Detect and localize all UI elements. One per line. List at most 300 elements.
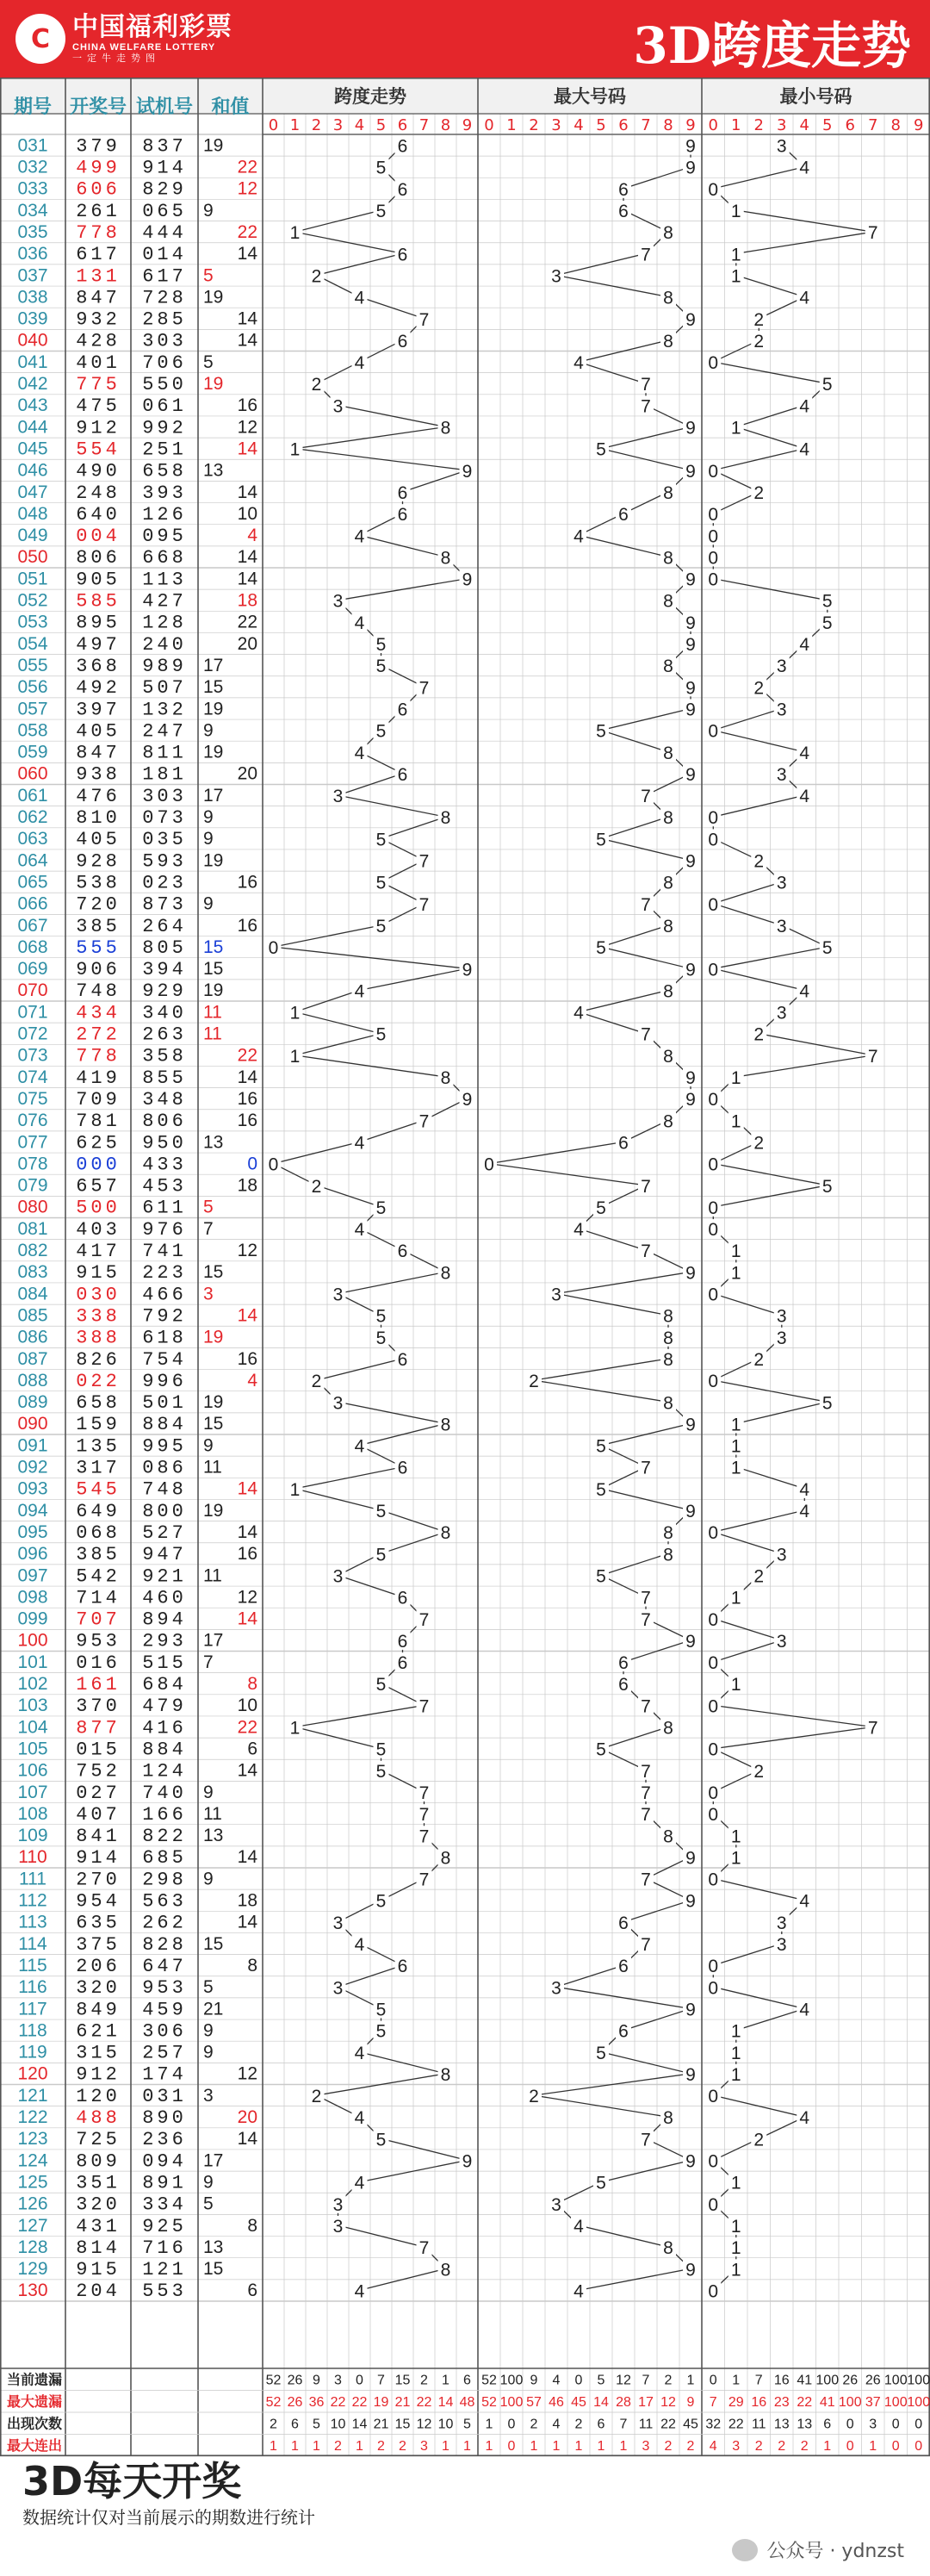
span-marker: 4 <box>354 526 365 547</box>
max-digit-marker: 8 <box>663 1523 673 1544</box>
span-marker: 7 <box>418 1870 430 1890</box>
stat-value: 13 <box>773 2417 790 2432</box>
period-number: 044 <box>17 417 48 438</box>
stat-value: 1 <box>442 2373 450 2388</box>
stat-value: 45 <box>571 2394 586 2410</box>
max-digit-marker: 9 <box>685 960 696 980</box>
period-number: 068 <box>17 936 48 957</box>
test-number: 113 <box>142 569 187 591</box>
min-digit-marker: 0 <box>708 2281 719 2302</box>
digit-header: 9 <box>914 116 924 134</box>
max-digit-marker: 5 <box>596 1566 606 1587</box>
test-number: 947 <box>142 1544 187 1566</box>
max-digit-marker: 7 <box>641 1241 651 1262</box>
draw-number: 476 <box>76 785 121 807</box>
min-digit-marker: 4 <box>799 2108 810 2129</box>
test-number: 285 <box>142 308 187 331</box>
period-number: 104 <box>17 1717 48 1738</box>
digit-header: 7 <box>868 116 878 134</box>
stat-value: 0 <box>846 2438 854 2454</box>
max-digit-marker: 3 <box>551 266 561 287</box>
min-digit-marker: 0 <box>708 1739 719 1760</box>
max-digit-marker: 8 <box>663 482 673 503</box>
min-digit-marker: 2 <box>753 1133 765 1154</box>
stat-value: 1 <box>291 2438 299 2454</box>
period-number: 064 <box>17 850 48 871</box>
min-digit-marker: 0 <box>708 721 719 742</box>
period-number: 099 <box>17 1608 48 1629</box>
period-number: 054 <box>17 633 48 654</box>
max-digit-marker: 9 <box>685 418 696 439</box>
sum-value: 14 <box>237 1608 257 1629</box>
min-digit-marker: 1 <box>730 1458 741 1478</box>
period-number: 053 <box>17 612 48 632</box>
period-number: 066 <box>17 893 48 914</box>
draw-number: 068 <box>76 1521 121 1544</box>
sum-value: 15 <box>203 936 224 957</box>
min-digit-marker: 2 <box>753 309 765 330</box>
stat-value: 2 <box>420 2373 428 2388</box>
test-number: 501 <box>142 1392 187 1415</box>
max-digit-marker: 6 <box>618 1653 629 1674</box>
period-number: 089 <box>17 1392 48 1413</box>
span-marker: 7 <box>418 851 430 872</box>
period-number: 051 <box>17 569 48 589</box>
stat-value: 12 <box>416 2417 432 2432</box>
min-digit-marker: 0 <box>708 2151 719 2172</box>
sum-value: 14 <box>237 330 257 351</box>
sum-value: 15 <box>203 677 224 698</box>
stat-value: 3 <box>642 2438 650 2454</box>
max-digit-marker: 9 <box>685 851 696 872</box>
max-digit-marker: 5 <box>596 1436 606 1457</box>
sum-value: 20 <box>237 633 257 654</box>
max-digit-marker: 9 <box>685 1090 696 1111</box>
trend-table <box>0 78 930 2454</box>
span-marker: 3 <box>332 2194 344 2215</box>
min-digit-marker: 0 <box>708 1523 719 1544</box>
period-number: 110 <box>18 1847 47 1868</box>
period-number: 069 <box>17 959 48 980</box>
draw-number: 585 <box>76 590 121 613</box>
min-digit-marker: 0 <box>708 1154 719 1175</box>
max-digit-marker: 4 <box>574 1003 584 1024</box>
draw-number: 538 <box>76 872 121 894</box>
period-number: 072 <box>17 1024 48 1044</box>
span-marker: 8 <box>440 2260 451 2280</box>
min-digit-marker: 5 <box>822 1393 833 1414</box>
max-digit-marker: 8 <box>663 1306 673 1327</box>
test-number: 716 <box>142 2237 187 2259</box>
min-digit-marker: 7 <box>867 1046 878 1067</box>
sum-value: 9 <box>203 1435 214 1456</box>
span-marker: 4 <box>354 1133 365 1154</box>
stat-value: 7 <box>709 2394 717 2410</box>
draw-number: 401 <box>76 352 121 374</box>
period-number: 088 <box>17 1370 48 1391</box>
sum-value: 14 <box>237 569 257 589</box>
span-marker: 5 <box>375 635 387 656</box>
stat-value: 15 <box>394 2417 411 2432</box>
min-digit-marker: 1 <box>730 1588 741 1608</box>
span-marker: 7 <box>418 309 430 330</box>
min-digit-marker: 4 <box>799 635 810 656</box>
period-number: 100 <box>17 1630 48 1651</box>
sum-value: 17 <box>203 655 224 675</box>
page-title: 3D跨度走势 <box>633 16 911 75</box>
min-digit-marker: 3 <box>776 1545 787 1565</box>
draw-number: 317 <box>76 1457 121 1479</box>
min-digit-marker: 2 <box>753 678 765 699</box>
min-digit-marker: 0 <box>708 526 719 547</box>
test-number: 023 <box>142 872 187 894</box>
sum-value: 11 <box>203 1565 222 1586</box>
span-marker: 2 <box>311 2087 322 2107</box>
period-number: 096 <box>17 1544 48 1565</box>
draw-number: 545 <box>76 1478 121 1501</box>
test-number: 035 <box>142 829 187 851</box>
sum-value: 4 <box>247 526 257 546</box>
span-marker: 6 <box>397 482 408 503</box>
max-digit-marker: 7 <box>641 894 651 915</box>
stat-value: 26 <box>287 2394 303 2410</box>
max-digit-marker: 8 <box>663 981 673 1002</box>
logo-subtitle: 一定牛走势图 <box>72 53 160 64</box>
max-digit-marker: 8 <box>663 808 673 829</box>
test-number: 921 <box>142 1565 187 1588</box>
max-digit-marker: 4 <box>574 2216 584 2237</box>
sum-value: 8 <box>247 2215 257 2236</box>
sum-value: 9 <box>203 829 214 849</box>
stat-value: 22 <box>797 2394 813 2410</box>
max-digit-marker: 9 <box>685 635 696 656</box>
sum-value: 14 <box>237 482 257 502</box>
max-digit-marker: 7 <box>641 1783 651 1803</box>
lottery-logo <box>16 12 232 65</box>
max-digit-marker: 7 <box>641 1176 651 1197</box>
span-marker: 5 <box>375 1675 387 1696</box>
min-digit-marker: 0 <box>708 1220 719 1241</box>
max-digit-marker: 8 <box>663 223 673 244</box>
period-number: 042 <box>17 374 48 395</box>
max-digit-marker: 3 <box>551 1285 561 1305</box>
max-digit-marker: 9 <box>685 1415 696 1435</box>
sum-value: 9 <box>203 1782 214 1802</box>
sum-value: 16 <box>237 872 257 893</box>
draw-number: 492 <box>76 677 121 700</box>
stat-value: 12 <box>616 2373 631 2388</box>
span-marker: 6 <box>397 331 408 352</box>
span-marker: 4 <box>354 2173 365 2193</box>
period-number: 063 <box>17 829 48 849</box>
period-number: 056 <box>17 677 48 698</box>
min-digit-marker: 2 <box>753 851 765 872</box>
stat-value: 28 <box>616 2394 631 2410</box>
stat-value: 52 <box>265 2394 282 2410</box>
draw-number: 877 <box>76 1717 121 1739</box>
min-digit-marker: 1 <box>730 2021 741 2042</box>
test-number: 444 <box>142 221 187 244</box>
stat-value: 2 <box>664 2438 673 2454</box>
draw-number: 135 <box>76 1435 121 1458</box>
stat-value: 1 <box>574 2438 583 2454</box>
span-marker: 2 <box>311 1176 322 1197</box>
span-marker: 2 <box>311 266 322 287</box>
span-marker: 1 <box>289 223 301 244</box>
test-number: 822 <box>142 1826 187 1848</box>
span-marker: 6 <box>397 245 408 265</box>
sum-value: 15 <box>203 959 224 980</box>
period-number: 071 <box>17 1002 48 1023</box>
test-number: 914 <box>142 157 187 179</box>
min-digit-marker: 0 <box>708 1285 719 1305</box>
period-number: 034 <box>17 200 48 221</box>
test-number: 976 <box>142 1218 187 1241</box>
digit-header: 2 <box>753 116 764 134</box>
test-number: 247 <box>142 720 187 743</box>
draw-number: 338 <box>76 1305 121 1328</box>
sum-value: 5 <box>203 265 214 286</box>
span-marker: 5 <box>375 1891 387 1912</box>
stat-value: 15 <box>394 2373 411 2388</box>
logo-chinese-text: 中国福利彩票 <box>72 11 232 42</box>
span-marker: 5 <box>375 1306 387 1327</box>
stat-value: 21 <box>373 2417 389 2432</box>
sum-value: 14 <box>237 1478 257 1499</box>
max-digit-marker: 5 <box>596 721 606 742</box>
span-marker: 7 <box>418 1783 430 1803</box>
digit-header: 9 <box>462 116 473 134</box>
stat-value: 7 <box>377 2373 385 2388</box>
period-number: 050 <box>17 547 48 568</box>
stat-value: 19 <box>373 2394 389 2410</box>
min-digit-marker: 1 <box>730 2064 741 2085</box>
period-number: 121 <box>17 2085 48 2106</box>
max-digit-marker: 9 <box>685 764 696 785</box>
min-digit-marker: 1 <box>730 1675 741 1696</box>
test-number: 303 <box>142 330 187 352</box>
sum-value: 5 <box>203 352 214 372</box>
span-marker: 8 <box>440 1523 451 1544</box>
max-digit-marker: 9 <box>685 2151 696 2172</box>
draw-number: 315 <box>76 2042 121 2064</box>
stat-value: 1 <box>485 2438 493 2454</box>
span-marker: 6 <box>397 1957 408 1977</box>
period-number: 095 <box>17 1521 48 1542</box>
period-number: 033 <box>17 178 48 199</box>
span-marker: 4 <box>354 613 365 633</box>
min-digit-marker: 2 <box>753 1349 765 1370</box>
span-marker: 9 <box>462 960 473 980</box>
sum-value: 11 <box>203 1024 222 1044</box>
sum-value: 9 <box>203 893 214 914</box>
min-digit-marker: 2 <box>753 331 765 352</box>
period-number: 123 <box>17 2129 48 2150</box>
test-number: 873 <box>142 893 187 916</box>
min-digit-marker: 4 <box>799 2000 810 2020</box>
sum-value: 16 <box>237 915 257 936</box>
min-digit-marker: 0 <box>708 505 719 526</box>
span-marker: 6 <box>397 505 408 526</box>
stat-value: 2 <box>377 2438 385 2454</box>
test-number: 427 <box>142 590 187 613</box>
span-marker: 4 <box>354 1220 365 1241</box>
min-digit-marker: 5 <box>822 591 833 612</box>
group-header-max: 最大号码 <box>554 86 626 107</box>
sum-value: 4 <box>247 1370 257 1391</box>
draw-number: 419 <box>76 1067 121 1089</box>
draw-number: 497 <box>76 633 121 656</box>
period-number: 059 <box>17 742 48 762</box>
period-number: 075 <box>17 1088 48 1109</box>
draw-number: 368 <box>76 655 121 677</box>
draw-number: 895 <box>76 612 121 634</box>
digit-header: 7 <box>641 116 651 134</box>
period-number: 120 <box>17 2063 48 2084</box>
period-number: 065 <box>17 872 48 893</box>
span-marker: 6 <box>397 700 408 720</box>
stat-value: 4 <box>552 2373 561 2388</box>
max-digit-marker: 7 <box>641 1024 651 1045</box>
test-number: 684 <box>142 1674 187 1696</box>
sum-value: 14 <box>237 1067 257 1087</box>
test-number: 061 <box>142 395 187 418</box>
min-digit-marker: 1 <box>730 1068 741 1089</box>
period-number: 122 <box>17 2107 48 2128</box>
lottery-logo-icon: C <box>16 14 65 64</box>
min-digit-marker: 0 <box>708 1090 719 1111</box>
span-marker: 3 <box>332 2216 344 2237</box>
stat-value: 1 <box>442 2438 450 2454</box>
sum-value: 3 <box>203 2085 214 2106</box>
draw-number: 912 <box>76 417 121 439</box>
period-number: 112 <box>18 1890 47 1911</box>
digit-header: 6 <box>618 116 629 134</box>
min-digit-marker: 1 <box>730 2043 741 2063</box>
sum-value: 7 <box>203 1652 214 1672</box>
stat-value: 1 <box>597 2438 605 2454</box>
footer-note: 数据统计仅对当前展示的期数进行统计 <box>22 2507 315 2528</box>
sum-value: 19 <box>203 742 224 762</box>
draw-number: 204 <box>76 2280 121 2303</box>
sum-value: 20 <box>237 2107 257 2128</box>
draw-number: 015 <box>76 1739 121 1761</box>
min-digit-marker: 0 <box>708 2087 719 2107</box>
period-number: 052 <box>17 590 48 611</box>
min-digit-marker: 5 <box>822 1176 833 1197</box>
sum-value: 22 <box>237 221 257 242</box>
min-digit-marker: 4 <box>799 288 810 308</box>
span-marker: 5 <box>375 2021 387 2042</box>
draw-number: 554 <box>76 439 121 461</box>
span-marker: 7 <box>418 894 430 915</box>
draw-number: 120 <box>76 2085 121 2107</box>
digit-header: 3 <box>332 116 344 134</box>
period-number: 102 <box>17 1674 48 1695</box>
max-digit-marker: 6 <box>618 1913 629 1933</box>
draw-number: 375 <box>76 1933 121 1956</box>
stat-value: 2 <box>399 2438 406 2454</box>
stat-value: 9 <box>313 2373 320 2388</box>
sum-value: 9 <box>203 2020 214 2041</box>
draw-number: 617 <box>76 244 121 266</box>
draw-number: 428 <box>76 330 121 352</box>
max-digit-marker: 4 <box>574 526 584 547</box>
min-digit-marker: 3 <box>776 1935 787 1956</box>
min-digit-marker: 4 <box>799 787 810 807</box>
col-header-sum: 和值 <box>211 96 250 118</box>
span-marker: 9 <box>462 2151 473 2172</box>
draw-number: 385 <box>76 1544 121 1566</box>
draw-number: 847 <box>76 742 121 764</box>
span-marker: 8 <box>440 808 451 829</box>
span-marker: 5 <box>375 1739 387 1760</box>
sum-value: 16 <box>237 1088 257 1109</box>
watermark-text: 公众号 · ydnzst <box>766 2541 904 2562</box>
watermark <box>732 2536 904 2563</box>
period-number: 083 <box>17 1262 48 1283</box>
stat-value: 16 <box>751 2394 767 2410</box>
sum-value: 22 <box>237 157 257 177</box>
max-digit-marker: 9 <box>685 309 696 330</box>
max-digit-marker: 5 <box>596 1479 606 1500</box>
draw-number: 752 <box>76 1760 121 1783</box>
period-number: 046 <box>17 460 48 481</box>
span-marker: 4 <box>354 2108 365 2129</box>
max-digit-marker: 6 <box>618 1675 629 1696</box>
sum-value: 8 <box>247 1955 257 1976</box>
max-digit-marker: 7 <box>641 2130 651 2150</box>
stat-value: 3 <box>420 2438 428 2454</box>
sum-value: 15 <box>203 1933 224 1954</box>
stat-value: 0 <box>507 2438 516 2454</box>
draw-number: 714 <box>76 1587 121 1609</box>
test-number: 611 <box>142 1197 187 1219</box>
digit-header: 0 <box>484 116 494 134</box>
sum-value: 13 <box>203 2237 224 2257</box>
min-digit-marker: 2 <box>753 2130 765 2150</box>
test-number: 453 <box>142 1175 187 1198</box>
period-number: 031 <box>17 135 48 156</box>
sum-value: 18 <box>237 1175 257 1196</box>
sum-value: 14 <box>237 244 257 264</box>
sum-value: 21 <box>203 1999 224 2019</box>
min-digit-marker: 3 <box>776 1913 787 1933</box>
period-number: 103 <box>17 1696 48 1716</box>
stat-value: 1 <box>313 2438 320 2454</box>
stat-value: 5 <box>463 2417 471 2432</box>
span-marker: 7 <box>418 678 430 699</box>
draw-number: 261 <box>76 200 121 222</box>
test-number: 593 <box>142 850 187 873</box>
stat-value: 2 <box>778 2438 786 2454</box>
test-number: 515 <box>142 1652 187 1674</box>
test-number: 251 <box>142 439 187 461</box>
stat-label-max-miss: 最大遗漏 <box>7 2392 63 2410</box>
stat-value: 9 <box>686 2394 695 2410</box>
period-number: 130 <box>17 2280 48 2301</box>
period-number: 055 <box>17 655 48 675</box>
draw-number: 555 <box>76 936 121 959</box>
period-number: 115 <box>18 1955 47 1976</box>
stat-value: 32 <box>705 2417 722 2432</box>
test-number: 828 <box>142 1933 187 1956</box>
span-marker: 5 <box>375 1198 387 1218</box>
sum-value: 18 <box>237 1890 257 1911</box>
draw-number: 027 <box>76 1782 121 1804</box>
min-digit-marker: 4 <box>799 1891 810 1912</box>
max-digit-marker: 7 <box>641 1696 651 1717</box>
